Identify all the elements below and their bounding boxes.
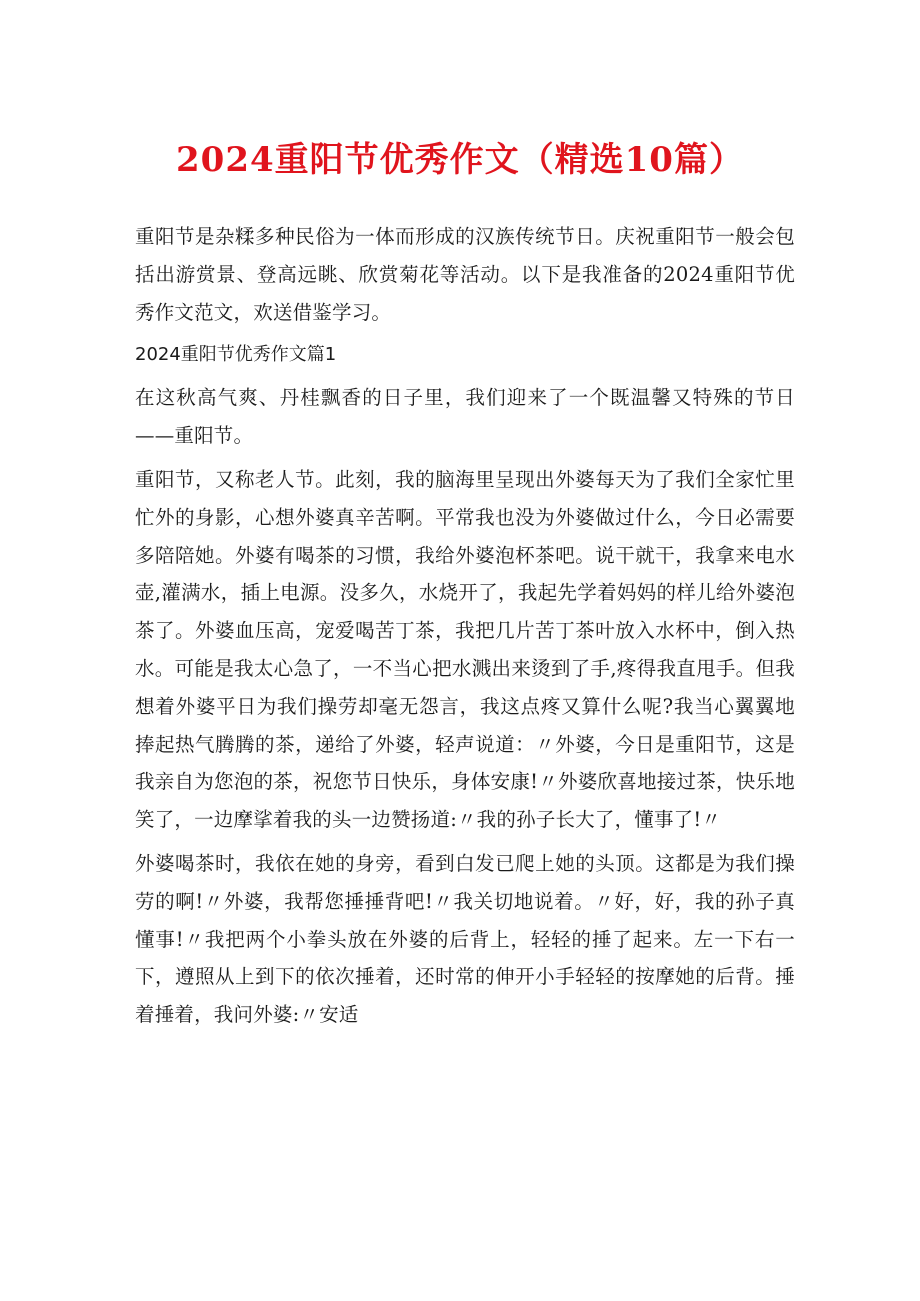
document-title: 2024重阳节优秀作文（精选10篇） <box>176 140 744 180</box>
intro-paragraph: 重阳节是杂糅多种民俗为一体而形成的汉族传统节日。庆祝重阳节一般会包括出游赏景、登高远眺、欣赏菊花等活动。以下是我准备的2024重阳节优秀作文范文，欢送借鉴学习。 <box>135 225 795 324</box>
body-paragraph: 外婆喝茶时，我依在她的身旁，看到白发已爬上她的头顶。这都是为我们操劳的啊!〃外婆，我帮您捶捶背吧!〃我关切地说着。〃好，好，我的孙子真懂事!〃我把两个小拳头放在外婆的后背上，轻轻的捶了起来。左一下右一下，遵照从上到下的依次捶着，还时常的伸开小手轻轻的按摩她的后背。捶着捶着，我问外婆:〃安适 <box>135 851 795 1027</box>
body-paragraph: 重阳节，又称老人节。此刻，我的脑海里呈现出外婆每天为了我们全家忙里忙外的身影，心想外婆真辛苦啊。平常我也没为外婆做过什么，今日必需要多陪陪她。外婆有喝茶的习惯，我给外婆泡杯茶吧。说干就干，我拿来电水壶,灌满水，插上电源。没多久，水烧开了，我起先学着妈妈的样儿给外婆泡茶了。外婆血压高，宠爱喝苦丁茶，我把几片苦丁茶叶放入水杯中，倒入热水。可能是我太心急了，一不当心把水溅出来烫到了手,疼得我直甩手。但我想着外婆平日为我们操劳却毫无怨言，我这点疼又算什么呢?我当心翼翼地捧起热气腾腾的茶，递给了外婆，轻声说道：〃外婆，今日是重阳节，这是我亲自为您泡的茶，祝您节日快乐，身体安康!〃外婆欣喜地接过茶，快乐地笑了，一边摩挲着我的头一边赞扬道:〃我的孙子长大了，懂事了!〃 <box>135 467 795 832</box>
body-paragraph: 在这秋高气爽、丹桂飘香的日子里，我们迎来了一个既温馨又特殊的节日——重阳节。 <box>135 386 795 448</box>
section-heading: 2024重阳节优秀作文篇1 <box>135 344 337 366</box>
document-body <box>135 218 795 1034</box>
